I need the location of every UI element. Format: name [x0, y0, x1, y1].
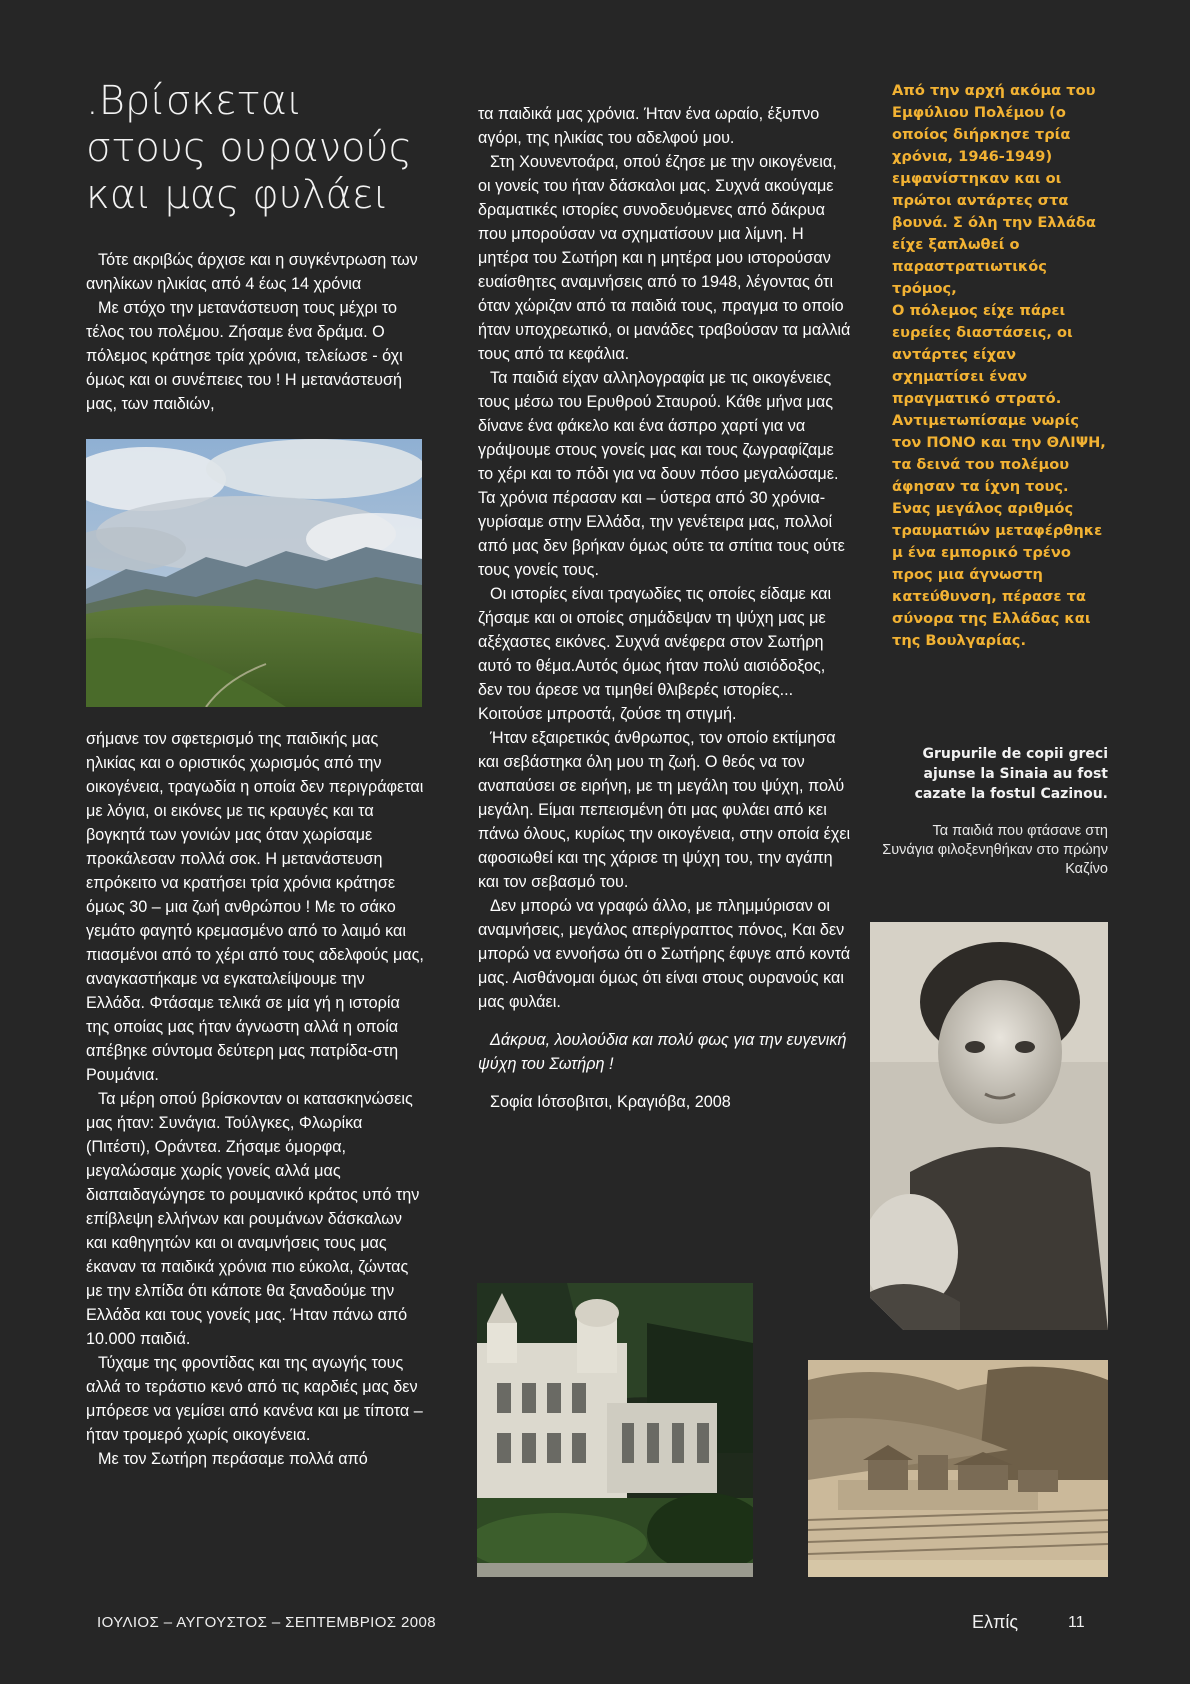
- paragraph: Τα μέρη οπού βρίσκονταν οι κατασκηνώσεις μας ήταν: Συνάγια. Τούλγκες, Φλωρίκα (Πιτέστι), Οράντεα. Ζήσαμε όμορφα, μεγαλώσαμε χωρίς γονείς αλλά μας διαπαιδαγώγησε το ρουμανικό κράτος υπό την επίβλεψη ελλήνων και ρουμάνων δάσκαλων και καθηγητών και οι αναμνήσεις τους μας έκαναν τα παιδικά χρόνια πιο εύκολα, ζώντας με την ελπίδα ότι κάποτε θα ξαναδούμε την Ελλάδα και τους γονείς μας. Ήταν πάνω από 10.000 παιδιά.: [86, 1090, 420, 1348]
- paragraph: Τότε ακριβώς άρχισε και η συγκέντρωση των ανηλίκων ηλικίας από 4 έως 14 χρόνια: [86, 251, 418, 293]
- paragraph: Στη Χουνεντοάρα, οπού έζησε με την οικογένεια, οι γονείς του ήταν δάσκαλοι μας. Συχνά ακούγαμε δραματικές ιστορίες συνοδευόμενες από δάκρυα που μπορούσαν να σχηματίσουν μια λίμνη. Η μητέρα του Σωτήρη και η μητέρα μου ιστορούσαν ευαίσθητες αναμνήσεις από το 1948, λέγοντας ότι όταν χώριζαν από τα παιδιά τους, πραγμα το οποίο ήταν υποχρεωτικό, οι μανάδες τραβούσαν τα μαλλιά τους από τα κεφάλια.: [478, 153, 851, 363]
- paragraph: Με τον Σωτήρη περάσαμε πολλά από: [98, 1450, 368, 1468]
- photo-caption-romanian: Grupurile de copii greci ajunse la Sinaia au fost cazate la fostul Cazinou.: [914, 746, 1108, 802]
- paragraph: σήμανε τον σφετερισμό της παιδικής μας ηλικίας και ο οριστικός χωρισμός από την οικογένεια, τραγωδία η οποία δεν περιγράφεται με λόγια, οι εικόνες με τις κραυγές και τα βογκητά των γονιών μας όταν χωρίσαμε προκάλεσαν πολλά σοκ. Η μετανάστευση επρόκειτο να κρατήσει τρία χρόνια κράτησε όμως 30 – μια ζωή ανθρώπου ! Με το σάκο γεμάτο φαγητό κρεμασμένο από το λαιμό και πιασμένοι από το χέρι από τους αδελφούς μας, αναγκαστήκαμε να εγκαταλείψουμε την Ελλάδα. Φτάσαμε τελικά σε μία γή η ιστορία της οποίας μας ήταν άγνωστη αλλά η οποία απέβηκε σύντομα δεύτερη μας πατρίδα-στη Ρουμάνια.: [86, 730, 424, 1084]
- footer-magazine-name: Ελπίς: [972, 1612, 1019, 1632]
- sidebar-highlight: [892, 80, 1110, 652]
- column-1-top: [86, 248, 426, 416]
- sidebar-highlight-text: Από την αρχή ακόμα του Εμφύλιου Πολέμου (ο οποίος διήρκησε τρία χρόνια, 1946-1949) εμφανίστηκαν και οι πρώτοι αντάρτες στα βουνά. Σ όλη την Ελλάδα είχε ξαπλωθεί ο παραστρατιωτικός τρόμος, Ο πόλεμος είχε πάρει ευρείες διαστάσεις, οι αντάρτες είχαν σχηματίσει έναν πραγματικό στρατό. Αντιμετωπίσαμε νωρίς τον ΠΟΝΟ και την ΘΛΙΨΗ, τα δεινά του πολέμου άφησαν τα ίχνη τους. Ενας μεγάλος αριθμός τραυματιών μεταφέρθηκε μ ένα εμπορικό τρένο προς μια άγνωστη κατεύθυνση, πέρασε τα σύνορα της Ελλάδας και της Βουλγαρίας.: [892, 82, 1106, 649]
- railway-station-photo: [808, 1360, 1108, 1577]
- paragraph: Τύχαμε της φροντίδας και της αγωγής τους αλλά το τεράστιο κενό από τις καρδιές μας δεν μπόρεσε να γεμίσει από κανένα και με τίποτα – ήταν τρομερό χωρίς οικογένεια.: [86, 1354, 423, 1444]
- paragraph: Ήταν εξαιρετικός άνθρωπος, τον οποίο εκτίμησα και σεβάστηκα όλη μου τη ζωή. Ο θεός να τον αναπαύσει σε ειρήνη, με τη μεγάλη του ψύχη, πολύ μεγάλη. Είμαι πεπεισμένη ότι μας φυλάει από κει πάνω όλους, κυρίως την οικογένεια, στην οποία έχει αφοσιωθεί και της χάρισε τη ψύχη του, την αγάπη και τον σεβασμό του.: [478, 729, 851, 891]
- footer-page-number: 11: [1068, 1614, 1085, 1631]
- paragraph: τα παιδικά μας χρόνια. Ήταν ένα ωραίο, έξυπνο αγόρι, της ηλικίας του αδελφού μου.: [478, 105, 820, 147]
- boy-portrait-photo: [870, 922, 1108, 1330]
- footer-issue: ΙΟΥΛΙΟΣ – ΑΥΓΟΥΣΤΟΣ – ΣΕΠΤΕΜΒΡΙΟΣ 2008: [97, 1614, 436, 1631]
- paragraph: Με στόχο την μετανάστευση τους μέχρι το τέλος του πολέμου. Ζήσαμε ένα δράμα. Ο πόλεμος κράτησε τρία χρόνια, τελείωσε - όχι όμως και οι συνέπειες του ! Η μετανάστευσή μας, των παιδιών,: [86, 299, 403, 413]
- column-1-bottom: [86, 727, 426, 1471]
- author-signature: Σοφία Ιότσοβιτσι, Κραγιόβα, 2008: [490, 1093, 731, 1111]
- paragraph: Τα παιδιά είχαν αλληλογραφία με τις οικογένειες τους μέσω του Ερυθρού Σταυρού. Κάθε μήνα μας δίνανε ένα φάκελο και ένα άσπρο χαρτί για να γράψουμε στους γονείς μας και τους ζωγραφίζαμε το χέρι και το πόδι για να δουν πόσο μεγαλώσαμε. Τα χρόνια πέρασαν και – ύστερα από 30 χρόνια- γυρίσαμε στην Ελλάδα, την γενέτειρα μας, πολλοί από μας δεν βρήκαν όμως ούτε τα σπίτια τους ούτε τους γονείς τους.: [478, 369, 845, 579]
- photo-caption-greek: Τα παιδιά που φτάσανε στη Συνάγια φιλοξενηθήκαν στο πρώην Καζίνο: [882, 823, 1108, 877]
- paragraph: Δεν μπορώ να γραφώ άλλο, με πλημμύρισαν οι αναμνήσεις, μεγάλος απερίγραπτος πόνος, Και δεν μπορώ να εννοήσω ότι ο Σωτήρης έφυγε από κοντά μας. Αισθάνομαι όμως ότι είναι στους ουρανούς και μας φυλάει.: [478, 897, 851, 1011]
- casino-building-photo: [477, 1283, 753, 1577]
- mountain-landscape-photo: [86, 439, 422, 707]
- paragraph: Οι ιστορίες είναι τραγωδίες τις οποίες είδαμε και ζήσαμε και οι οποίες σημάδεψαν τη ψύχη μας με αξέχαστες εικόνες. Συχνά ανέφερα στον Σωτήρη αυτό το θέμα.Αυτός όμως ήταν πολύ αισιόδοξος, δεν του άρεσε να τιμηθεί θλιβερές ιστορίες... Κοιτούσε μπροστά, ζούσε τη στιγμή.: [478, 585, 832, 723]
- article-title: .Βρίσκεται στους ουρανούς και μας φυλάει: [86, 78, 413, 218]
- closing-dedication: Δάκρυα, λουλούδια και πολύ φως για την ευγενική ψύχη του Σωτήρη !: [478, 1031, 847, 1073]
- column-2: [478, 102, 852, 1114]
